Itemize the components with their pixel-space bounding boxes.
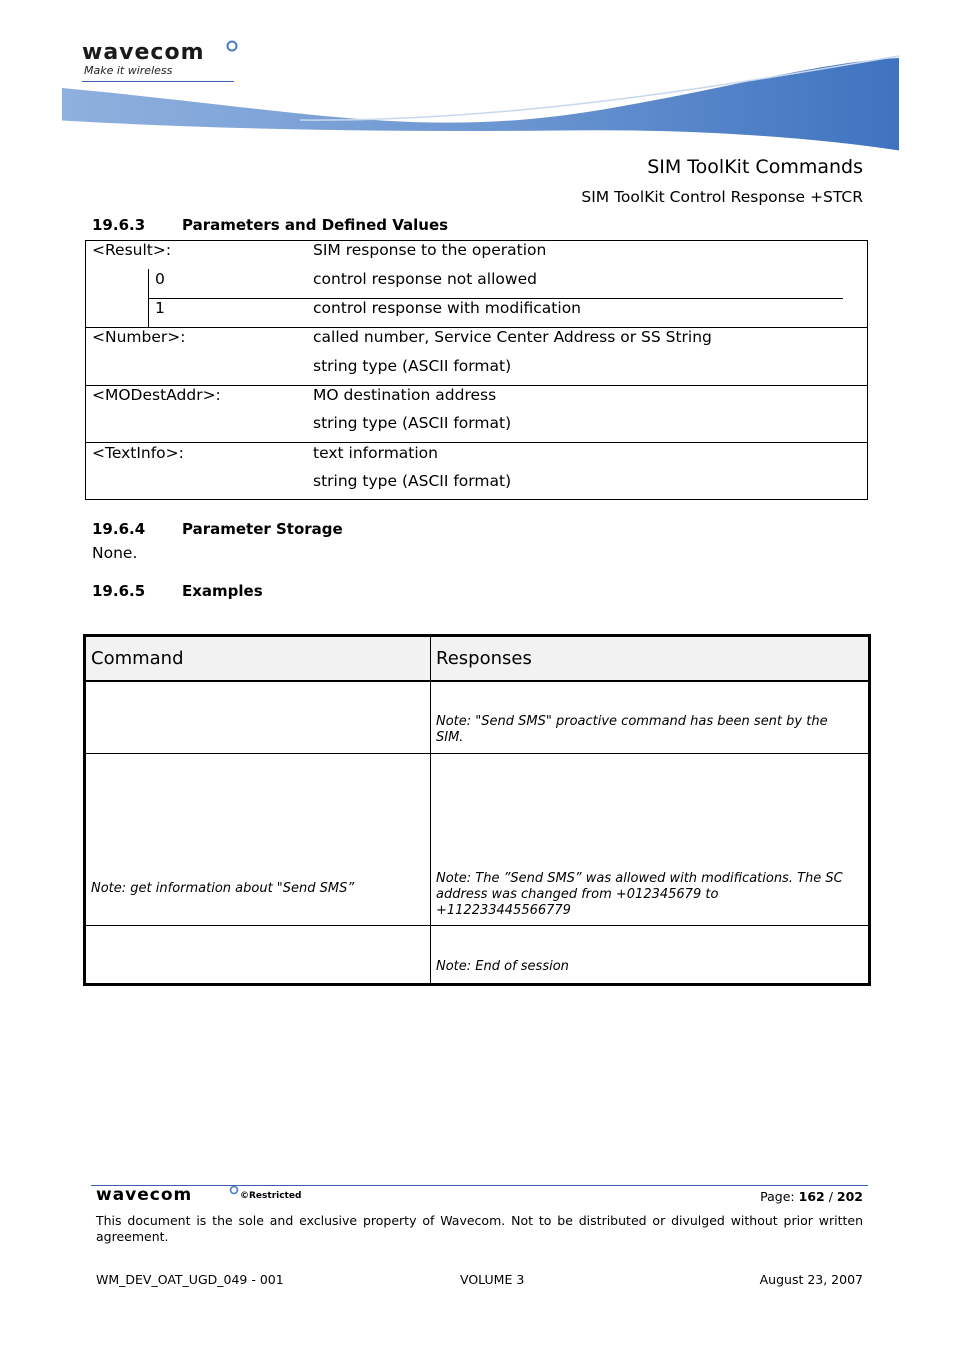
param-result-value-0: 0 [155, 270, 165, 288]
row-divider [86, 442, 867, 443]
footer-doc-id: WM_DEV_OAT_UGD_049 - 001 [96, 1272, 284, 1287]
chapter-title: SIM ToolKit Commands [647, 156, 863, 178]
page-total: 202 [836, 1189, 863, 1204]
heading-parameter-storage [92, 520, 343, 538]
heading-text: Parameter Storage [182, 520, 343, 538]
section-title: SIM ToolKit Control Response +STCR [581, 188, 863, 206]
footer-date: August 23, 2007 [759, 1272, 863, 1287]
row3-response-note: Note: End of session [436, 959, 569, 974]
param-textinfo-label: <TextInfo>: [92, 444, 184, 462]
param-modestaddr-label: <MODestAddr>: [92, 386, 221, 404]
row1-response-note: Note: "Send SMS" proactive command has been sent by the SIM. [436, 714, 828, 745]
row2-command-note: Note: get information about "Send SMS” [91, 881, 355, 896]
param-textinfo-type: string type (ASCII format) [313, 472, 512, 490]
heading-number: 19.6.4 [92, 520, 146, 538]
page-separator: / [828, 1189, 833, 1204]
row-divider [86, 925, 868, 926]
heading-text: Parameters and Defined Values [182, 216, 449, 234]
param-result-value-1: 1 [155, 299, 165, 317]
param-number-label: <Number>: [92, 328, 186, 346]
footer-logo-swirl-icon [229, 1185, 239, 1195]
param-result-value-0-desc: control response not allowed [313, 270, 537, 288]
footer-rule [91, 1185, 868, 1186]
parameters-table [85, 240, 868, 500]
param-result-value-1-desc: control response with modification [313, 299, 581, 317]
param-modestaddr-type: string type (ASCII format) [313, 414, 512, 432]
footer-restricted: ©Restricted [240, 1191, 302, 1201]
header-banner [0, 50, 954, 160]
footer-page-number [760, 1189, 863, 1204]
header-divider [86, 680, 868, 682]
heading-parameters [92, 216, 448, 234]
heading-number: 19.6.3 [92, 216, 146, 234]
examples-table [83, 634, 871, 986]
page-current: 162 [798, 1189, 825, 1204]
wavecom-logo: wavecom [82, 40, 205, 65]
column-divider [430, 637, 431, 983]
footer-wavecom-logo: wavecom [96, 1185, 193, 1205]
heading-examples [92, 582, 263, 600]
heading-number: 19.6.5 [92, 582, 146, 600]
heading-text: Examples [182, 582, 263, 600]
footer-volume: VOLUME 3 [460, 1272, 525, 1287]
row2-response-note: Note: The ”Send SMS” was allowed with modifications. The SC address was changed from +012345679 to +112233445566779 [436, 871, 843, 918]
column-header-command: Command [91, 648, 184, 669]
param-number-desc: called number, Service Center Address or SS String [313, 328, 712, 346]
param-textinfo-desc: text information [313, 444, 438, 462]
page-label: Page: [760, 1189, 795, 1204]
footer-property-notice: This document is the sole and exclusive property of Wavecom. Not to be distributed or divulged without prior written agreement. [96, 1213, 863, 1244]
storage-body: None. [92, 544, 138, 562]
param-result-desc: SIM response to the operation [313, 241, 547, 259]
column-header-responses: Responses [436, 648, 532, 669]
param-modestaddr-desc: MO destination address [313, 386, 497, 404]
param-number-type: string type (ASCII format) [313, 357, 512, 375]
logo-tagline: Make it wireless [84, 64, 173, 77]
param-result-label: <Result>: [92, 241, 172, 259]
row-divider [86, 753, 868, 754]
